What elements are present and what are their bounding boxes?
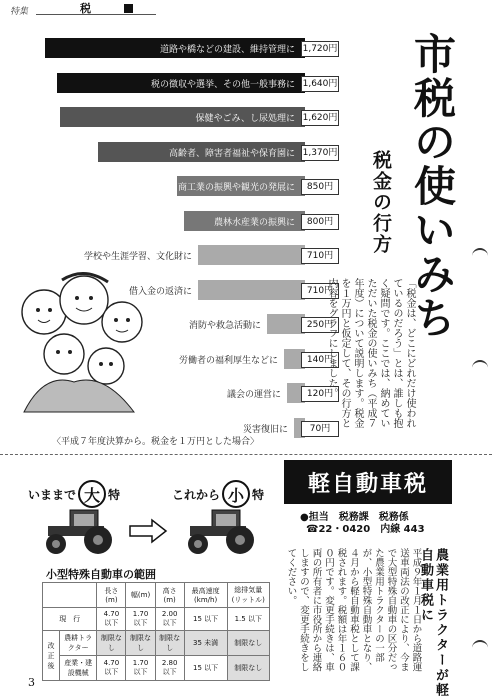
chart-category-label: 災害復旧に [242, 425, 288, 435]
label-before [28, 480, 120, 508]
spec-header: 最高速度(km/h) [184, 583, 227, 608]
chart-value-label: 1,640円 [301, 76, 339, 92]
spec-table [42, 582, 270, 681]
chart-category-label: 高齢者、障害者福祉や保育園に [168, 149, 295, 159]
chart-category-label: 労働者の福利厚生などに [178, 356, 278, 366]
table-cell: 1.70 以下 [126, 656, 155, 681]
chart-category-label: 借入金の返済に [128, 287, 192, 297]
table-cell: 4.70 以下 [97, 656, 126, 681]
chart-value-label: 70円 [301, 421, 339, 437]
chart-value-label: 710円 [301, 283, 339, 299]
table-row [43, 631, 270, 656]
intro-text: 「税金は、どこにどれだけ使われているのだろう」とは、誰しも抱く疑問です。ここでは、納めていただいた税金の使いみち（平成７年度）について説明します。税金を１万円と仮定して、その行方と内容をグラフにしました。 [326, 278, 415, 428]
chart-category-label: 議会の運営に [226, 390, 281, 400]
family-illustration [4, 262, 154, 422]
chart-value-label: 1,720円 [301, 41, 339, 57]
section-title: 税 [80, 2, 91, 15]
chart-value-label: 1,620円 [301, 110, 339, 126]
chart-bar-fill [198, 245, 305, 265]
chart-value-label: 800円 [301, 214, 339, 230]
before-suffix: 特 [108, 487, 121, 502]
small-special-badge: 小 [222, 480, 250, 508]
header-square [124, 4, 133, 13]
spec-header-row [43, 583, 270, 608]
table-cell: 制限なし [227, 656, 269, 681]
chart-bar-fill [267, 314, 305, 334]
spec-header: 総排気量(リットル) [227, 583, 269, 608]
chart-value-label: 120円 [301, 386, 339, 402]
row-group: 改正後 [43, 631, 60, 681]
after-prefix: これから [172, 487, 221, 502]
table-cell: 制限なし [97, 631, 126, 656]
kei-title: 軽自動車税 [284, 460, 452, 504]
table-cell: 制限なし [126, 631, 155, 656]
table-cell: 2.80 以下 [155, 656, 184, 681]
chart-category-label: 道路や橋などの建設、維持管理に [159, 45, 295, 55]
spec-title: 小型特殊自動車の範囲 [46, 568, 156, 581]
table-cell: 4.70 以下 [97, 608, 126, 631]
kei-body: 平成９年１月１日から道路運送車両法の改正により、今まで大型特殊自動車の区分だった農業用トラクターの一部が、小型特殊自動車となり、４月から軽自動車税として課税されます。税額は年１６００円です。変更手続きは、車両の所有者に市役所から連絡しますので、変更手続きをしてください。 [285, 548, 422, 672]
chart-bar [198, 280, 305, 300]
page-subtitle: 税金の行方 [370, 150, 392, 255]
chart-bar-fill [198, 280, 305, 300]
chart-value-label: 710円 [301, 248, 339, 264]
table-cell: 1.5 以下 [227, 608, 269, 631]
page-curl-icon [472, 640, 488, 652]
table-cell: 15 以下 [184, 656, 227, 681]
row-label: 農耕トラクター [60, 631, 97, 656]
kei-heading: 農業用トラクターが軽自動車税に [418, 548, 448, 698]
spec-header: 長さ(m) [97, 583, 126, 608]
row-label: 現 行 [43, 608, 97, 631]
page-number: 3 [28, 676, 35, 689]
tractor-illustration [182, 506, 266, 556]
tractor-illustration [40, 506, 124, 556]
chart-category-label: 保健やごみ、し尿処理に [195, 114, 295, 124]
row-label: 産業・建設機械 [60, 656, 97, 681]
table-cell: 制限なし [227, 631, 269, 656]
page-title: 市税の使いみち [408, 32, 457, 340]
table-cell: 制限なし [155, 631, 184, 656]
chart-category-label: 商工業の振興や観光の発展に [177, 183, 295, 193]
table-cell: 35 未満 [184, 631, 227, 656]
section-tag: 特集 [10, 7, 29, 17]
chart-value-label: 140円 [301, 352, 339, 368]
label-after [172, 480, 264, 508]
section-divider [0, 454, 492, 455]
chart-bar [198, 245, 305, 265]
spec-corner [43, 583, 97, 608]
chart-value-label: 250円 [301, 317, 339, 333]
page-curl-icon [472, 360, 488, 372]
chart-category-label: 学校や生涯学習、文化財に [83, 252, 192, 262]
contact-phone: ☎22・0420 内線 443 [306, 524, 425, 535]
spec-header: 高さ(m) [155, 583, 184, 608]
chart-note: 〈平成７年度決算から。税金を１万円とした場合〉 [52, 437, 260, 447]
after-suffix: 特 [252, 487, 265, 502]
chart-bar [267, 314, 305, 334]
table-cell: 15 以下 [184, 608, 227, 631]
spec-header: 幅(m) [126, 583, 155, 608]
before-prefix: いままで [28, 487, 77, 502]
chart-category-label: 農林水産業の振興に [213, 218, 295, 228]
table-cell: 2.00 以下 [155, 608, 184, 631]
chart-category-label: 税の徴収や選挙、その他一般事務に [150, 80, 295, 90]
contact-dept: ●担当 税務課 税務係 [300, 512, 409, 523]
arrow-right-icon [128, 518, 168, 544]
header-rule [36, 14, 156, 15]
chart-category-label: 消防や救急活動に [188, 321, 261, 331]
table-row [43, 608, 270, 631]
table-cell: 1.70 以下 [126, 608, 155, 631]
large-special-badge: 大 [78, 480, 106, 508]
chart-value-label: 1,370円 [301, 145, 339, 161]
table-row [43, 656, 270, 681]
page-curl-icon [472, 248, 488, 260]
chart-value-label: 850円 [301, 179, 339, 195]
